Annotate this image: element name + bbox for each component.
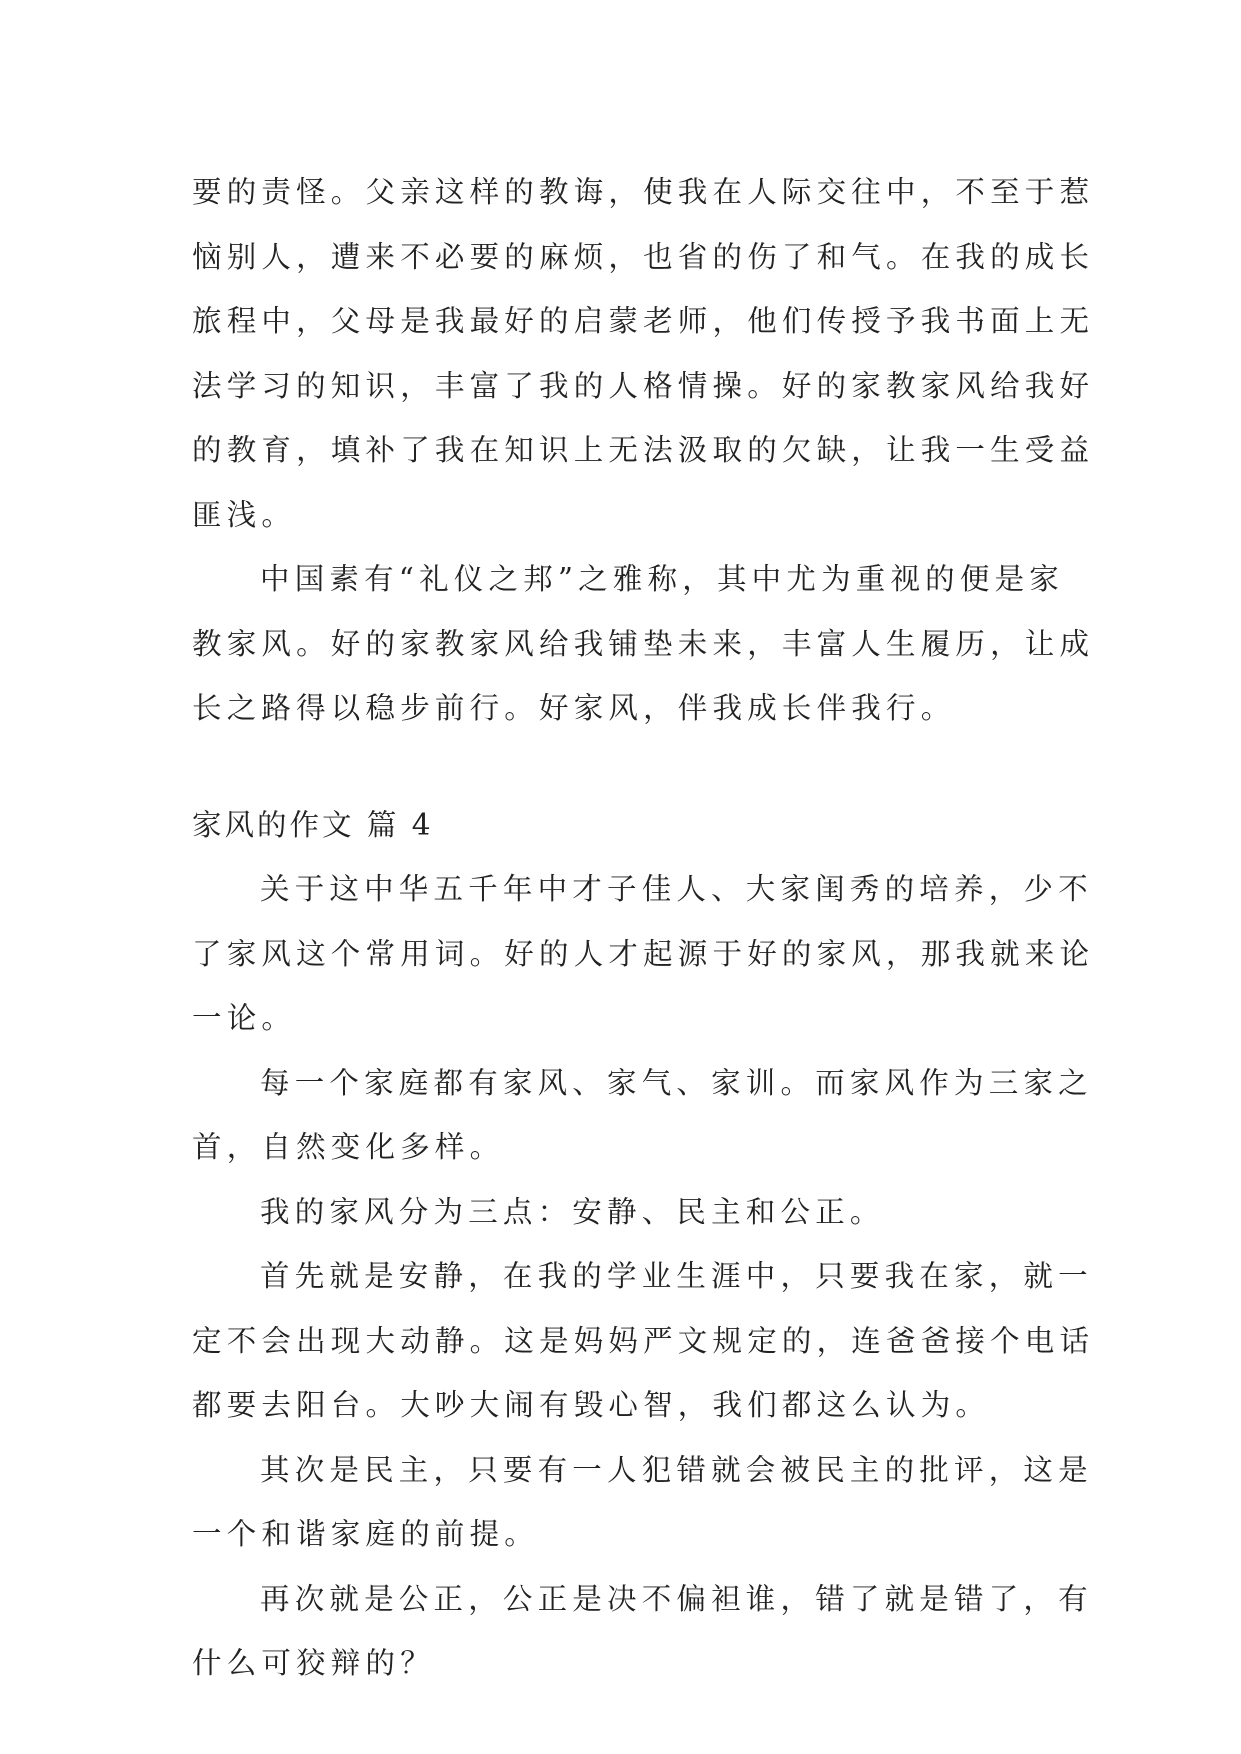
text-line: 长之路得以稳步前行。好家风，伴我成长伴我行。 xyxy=(192,691,956,725)
text-line: 一论。 xyxy=(192,1001,297,1035)
paragraph-8 xyxy=(192,1567,1093,1696)
text-line: 什么可狡辩的？ xyxy=(192,1646,435,1680)
paragraph-1 xyxy=(192,160,1095,547)
text-line: 我的家风分为三点：安静、民主和公正。 xyxy=(260,1194,885,1229)
text-line: 其次是民主，只要有一人犯错就会被民主的批评，这是 xyxy=(260,1452,1093,1487)
text-line: 了家风这个常用词。好的人才起源于好的家风，那我就来论 xyxy=(192,936,1095,971)
text-line: 旅程中，父母是我最好的启蒙老师，他们传授予我书面上无 xyxy=(192,304,1095,338)
text-line: 教家风。好的家教家风给我铺垫未来，丰富人生履历，让成 xyxy=(192,626,1095,661)
text-line: 法学习的知识，丰富了我的人格情操。好的家教家风给我好 xyxy=(192,368,1095,403)
text-line: 一个和谐家庭的前提。 xyxy=(192,1517,540,1551)
text-line: 每一个家庭都有家风、家气、家训。而家风作为三家之 xyxy=(260,1065,1093,1100)
document-body xyxy=(192,160,1095,1696)
paragraph-6 xyxy=(192,1244,1095,1438)
text-line: 的教育，填补了我在知识上无法汲取的欠缺，让我一生受益 xyxy=(192,433,1095,467)
text-line: 首先就是安静，在我的学业生涯中，只要我在家，就一 xyxy=(260,1259,1093,1293)
text-line: 关于这中华五千年中才子佳人、大家闺秀的培养，少不 xyxy=(260,872,1093,906)
text-line: 恼别人，遭来不必要的麻烦，也省的伤了和气。在我的成长 xyxy=(192,239,1095,274)
section-heading: 家风的作文 篇 4 xyxy=(192,807,434,842)
paragraph-7 xyxy=(192,1438,1093,1567)
text-line: 要的责怪。父亲这样的教诲，使我在人际交往中，不至于惹 xyxy=(192,175,1095,209)
text-line: 匪浅。 xyxy=(192,497,297,532)
text-line: 中国素有“礼仪之邦”之雅称，其中尤为重视的便是家 xyxy=(260,562,1064,596)
text-line: 再次就是公正，公正是决不偏袒谁，错了就是错了，有 xyxy=(260,1581,1093,1616)
paragraph-3 xyxy=(192,857,1095,1051)
paragraph-2 xyxy=(192,547,1095,741)
text-line: 都要去阳台。大吵大闹有毁心智，我们都这么认为。 xyxy=(192,1388,991,1422)
paragraph-5 xyxy=(192,1180,1050,1245)
paragraph-4 xyxy=(192,1051,1093,1180)
text-line: 定不会出现大动静。这是妈妈严文规定的，连爸爸接个电话 xyxy=(192,1323,1095,1358)
text-line: 首，自然变化多样。 xyxy=(192,1130,505,1164)
